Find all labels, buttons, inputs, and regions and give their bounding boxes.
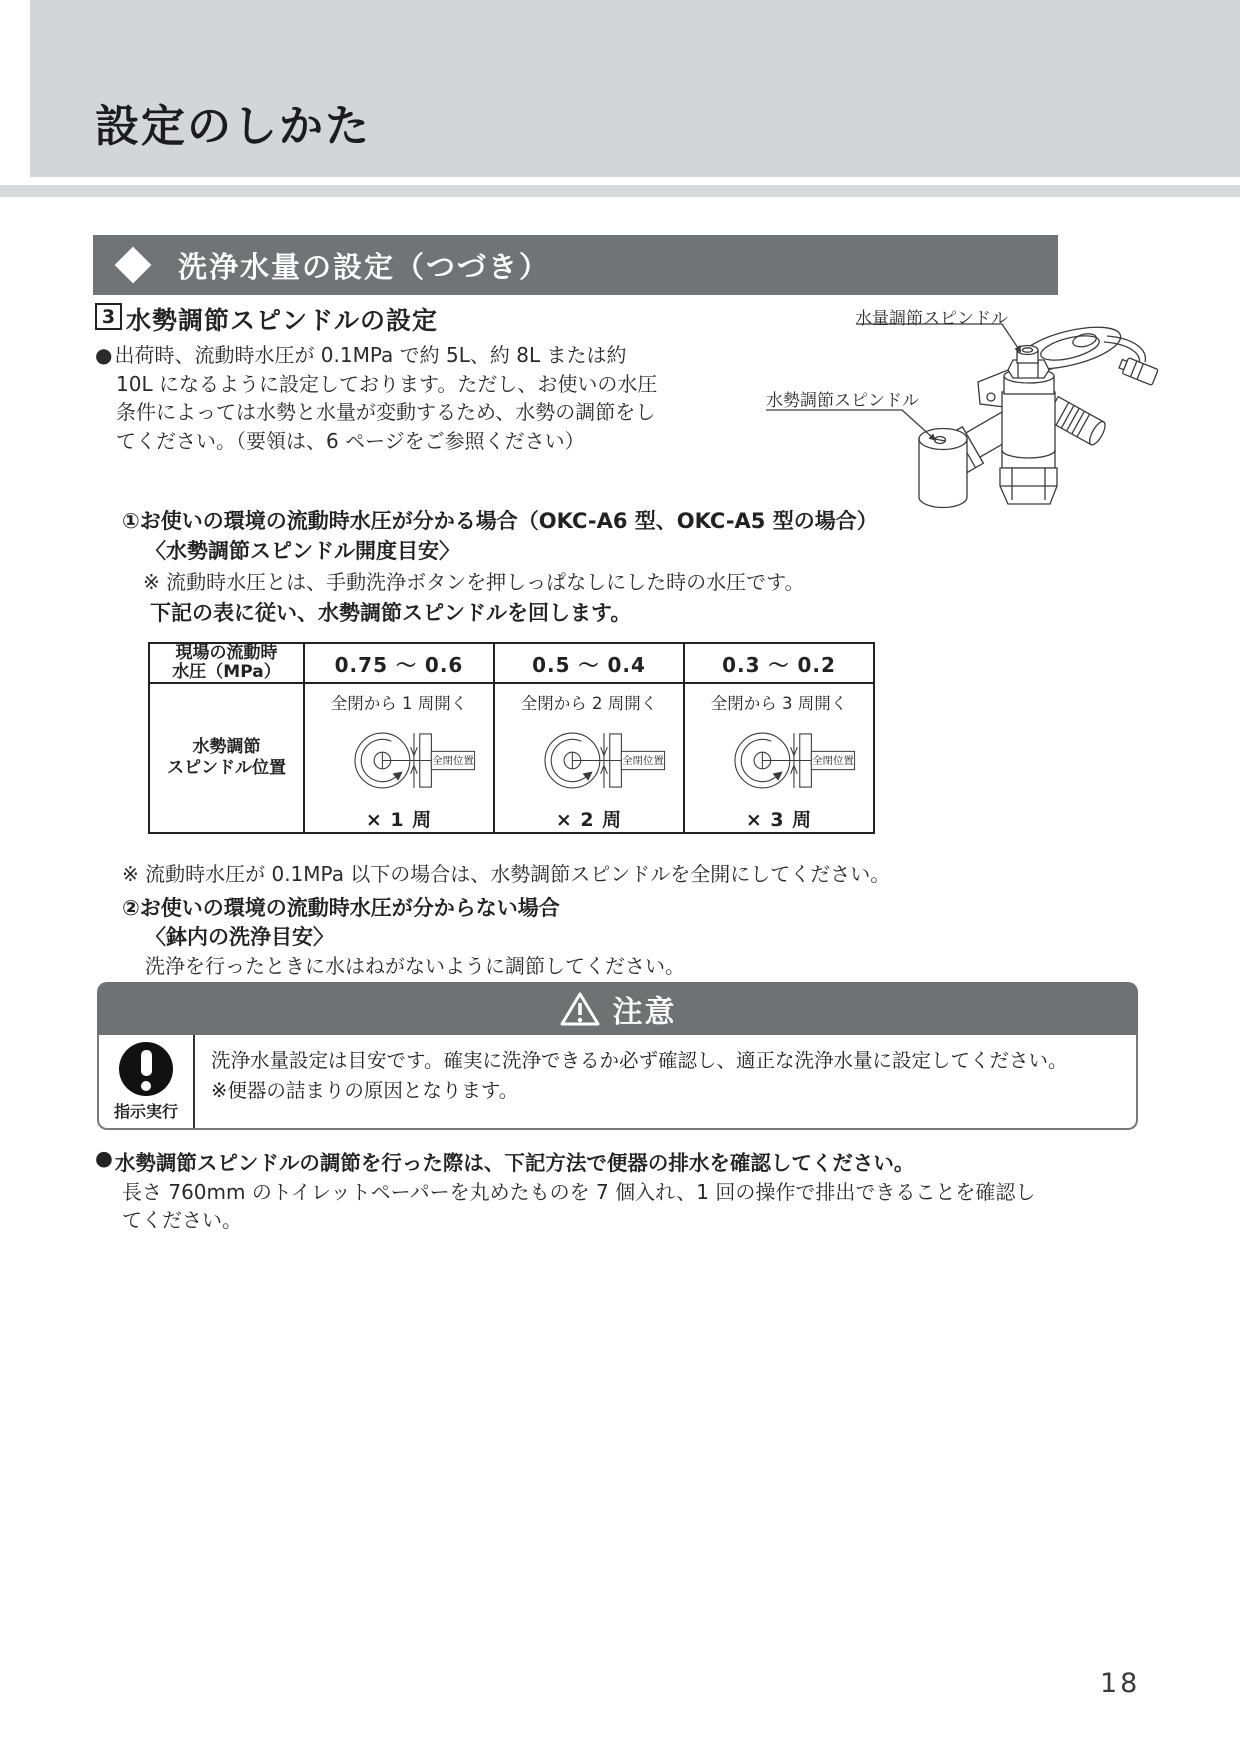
bullet-marker: ● xyxy=(95,1146,113,1170)
case1-subheading: 〈水勢調節スピンドル開度目安〉 xyxy=(145,539,460,563)
case1-note: ※ 流動時水圧とは、手動洗浄ボタンを押しっぱなしにした時の水圧です。 xyxy=(143,570,805,594)
lead-line: てください。（要領は、6 ページをご参照ください） xyxy=(116,428,585,453)
boxed-number: 3 xyxy=(95,303,122,330)
diamond-icon xyxy=(115,247,152,284)
table-header-range-2: 0.5 ～ 0.4 xyxy=(494,643,684,683)
case2-body: 洗浄を行ったときに水はねがないように調節してください。 xyxy=(145,954,685,978)
warning-triangle-icon xyxy=(559,990,601,1028)
header-divider-bar xyxy=(0,185,1240,197)
closed-position-label: 全閉位置 xyxy=(622,755,664,768)
caution-text: 洗浄水量設定は目安です。確実に洗浄できるか必ず確認し、適正な洗浄水量に設定してください。 ※便器の詰まりの原因となります。 xyxy=(211,1049,1068,1102)
caution-title: 注意 xyxy=(612,994,677,1030)
page-title: 設定のしかた xyxy=(95,101,371,152)
final-heading: ● 水勢調節スピンドルの調節を行った際は、下記方法で便器の排水を確認してください。 xyxy=(95,1146,915,1175)
low-pressure-note: ※ 流動時水圧が 0.1MPa 以下の場合は、水勢調節スピンドルを全開にしてください。 xyxy=(122,862,891,886)
subsection-heading xyxy=(95,301,438,337)
volume-spindle-label: 水量調節スピンドル xyxy=(855,309,1008,329)
spindle-opening-table xyxy=(148,642,875,834)
mandatory-instruction-cell xyxy=(99,1035,195,1128)
caution-box xyxy=(97,982,1138,1130)
table-row-label: 水勢調節 スピンドル位置 xyxy=(149,683,304,833)
mandatory-exclamation-icon xyxy=(119,1042,173,1096)
case2-subheading: 〈鉢内の洗浄目安〉 xyxy=(145,925,334,949)
section-title: 洗浄水量の設定（つづき） xyxy=(178,249,551,284)
table-header-range-3: 0.3 ～ 0.2 xyxy=(684,643,874,683)
final-body-line: 長さ 760mm のトイレットペーパーを丸めたものを 7 個入れ、1 回の操作で排出できることを確認し xyxy=(122,1180,1036,1204)
case2-heading: ②お使いの環境の流動時水圧が分からない場合 xyxy=(122,896,560,920)
page-number: 18 xyxy=(1100,1668,1141,1699)
table-header-range-1: 0.75 ～ 0.6 xyxy=(304,643,494,683)
spindle-dial-diagram xyxy=(304,714,494,807)
case1-instruction: 下記の表に従い、水勢調節スピンドルを回します。 xyxy=(150,601,632,625)
lead-line: 出荷時、流動時水圧が 0.1MPa で約 5L、約 8L または約 xyxy=(114,343,627,367)
lead-line: 条件によっては水勢と水量が変動するため、水勢の調節をし xyxy=(116,400,656,424)
lead-paragraph xyxy=(95,341,675,455)
caution-body xyxy=(97,1035,1138,1130)
bullet-marker: ● xyxy=(95,343,113,367)
caution-header xyxy=(97,982,1138,1035)
valve-illustration xyxy=(750,300,1160,515)
spindle-dial-diagram xyxy=(494,714,684,807)
subsection-title: 水勢調節スピンドルの設定 xyxy=(126,306,439,335)
section-header xyxy=(93,235,1058,295)
spindle-dial-diagram xyxy=(684,714,874,807)
closed-position-label: 全閉位置 xyxy=(812,755,854,768)
table-header-pressure-label: 現場の流動時 水圧（MPa） xyxy=(149,643,304,683)
case1-heading: ①お使いの環境の流動時水圧が分かる場合（OKC-A6 型、OKC-A5 型の場合） xyxy=(122,509,878,533)
lead-line: 10L になるように設定しております。ただし、お使いの水圧 xyxy=(116,371,658,396)
closed-position-label: 全閉位置 xyxy=(432,755,474,768)
force-spindle-label: 水勢調節スピンドル xyxy=(766,391,919,411)
final-body-line: てください。 xyxy=(122,1208,242,1232)
mandatory-instruction-label: 指示実行 xyxy=(113,1101,178,1121)
table-cell-2-turns: 全閉から 2 周開く 全閉位置 × 2 周 xyxy=(494,683,684,833)
table-cell-1-turn: 全閉から 1 周開く 全閉位置 × 1 周 xyxy=(304,683,494,833)
table-cell-3-turns: 全閉から 3 周開く 全閉位置 × 3 周 xyxy=(684,683,874,833)
